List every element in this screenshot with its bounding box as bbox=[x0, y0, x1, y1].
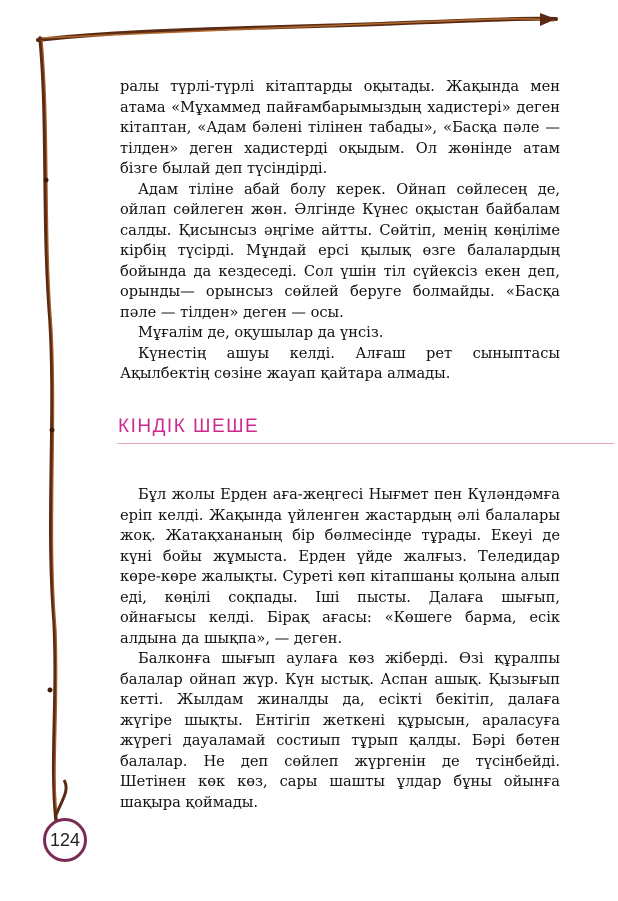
paragraph: Мұғалім де, оқушылар да үнсіз. bbox=[138, 324, 384, 341]
paragraph: Адам тіліне абай болу керек. Ойнап сөйлесең де, ойлап сөйлеген жөн. Әлгінде Күнес оқыстан байбалам салды. Қисынсыз әңгіме айтты. Сөйтіп, менің көңіліме кірбің түсірді. Мұндай ерсі қылық өзге балалардың бойында да кездеседі. Сол үшін тіл сүйексіз екен деп, орынды— орынсыз сөйлей беруге болмайды. «Басқа пәле — тілден» деген — осы. bbox=[120, 180, 560, 321]
paragraph: ралы түрлі-түрлі кітаптарды оқытады. Жақында мен атама «Мұхаммед пайғамбарымыздың хадистері» деген кітаптан, «Адам бәлені тілінен табады», «Басқа пәле — тілден» деген хадистерді оқыдым. Ол жөнінде атам бізге былай деп түсіндірді. bbox=[120, 78, 560, 177]
paragraph: Күнестің ашуы келді. Алғаш рет сыныптасы Ақылбектің сөзіне жауап қайтара алмады. bbox=[120, 344, 560, 382]
heading-underline bbox=[117, 443, 614, 444]
top-text-block bbox=[120, 77, 560, 385]
paragraph: Балконға шығып аулаға көз жіберді. Өзі құралпы балалар ойнап жүр. Күн ыстық. Аспан ашық. Қызығып кетті. Жылдам жиналды да, есікті бекітіп, далаға жүгіре шықты. Ентігіп жеткені құрысын, араласуға жүрегі дауаламай состиып тұрып қалды. Бәрі бөтен балалар. Не деп сөйлеп жүргенін де түсінбейді. Шетінен көк көз, сары шашты ұлдар бұны ойынға шақыра қоймады. bbox=[120, 650, 560, 811]
page-number: 124 bbox=[43, 818, 87, 862]
paragraph: Бұл жолы Ерден аға-жеңгесі Нығмет пен Күләндәмға еріп келді. Жақында үйленген жастардың әлі балалары жоқ. Жатақхананың бір бөлмесінде тұрады. Екеуі де күні бойы жұмыста. Ерден үйде жалғыз. Теледидар көре-көре жалықты. Суреті көп кітапшаны қолына алып еді, көңілі соқпады. Іші пысты. Далаға шығып, ойнағысы келді. Бірақ ағасы: «Көшеге барма, есік алдына да шықпа», — деген. bbox=[120, 486, 560, 647]
section-heading: КІНДІК ШЕШЕ bbox=[118, 416, 260, 437]
bottom-text-block bbox=[120, 485, 560, 813]
